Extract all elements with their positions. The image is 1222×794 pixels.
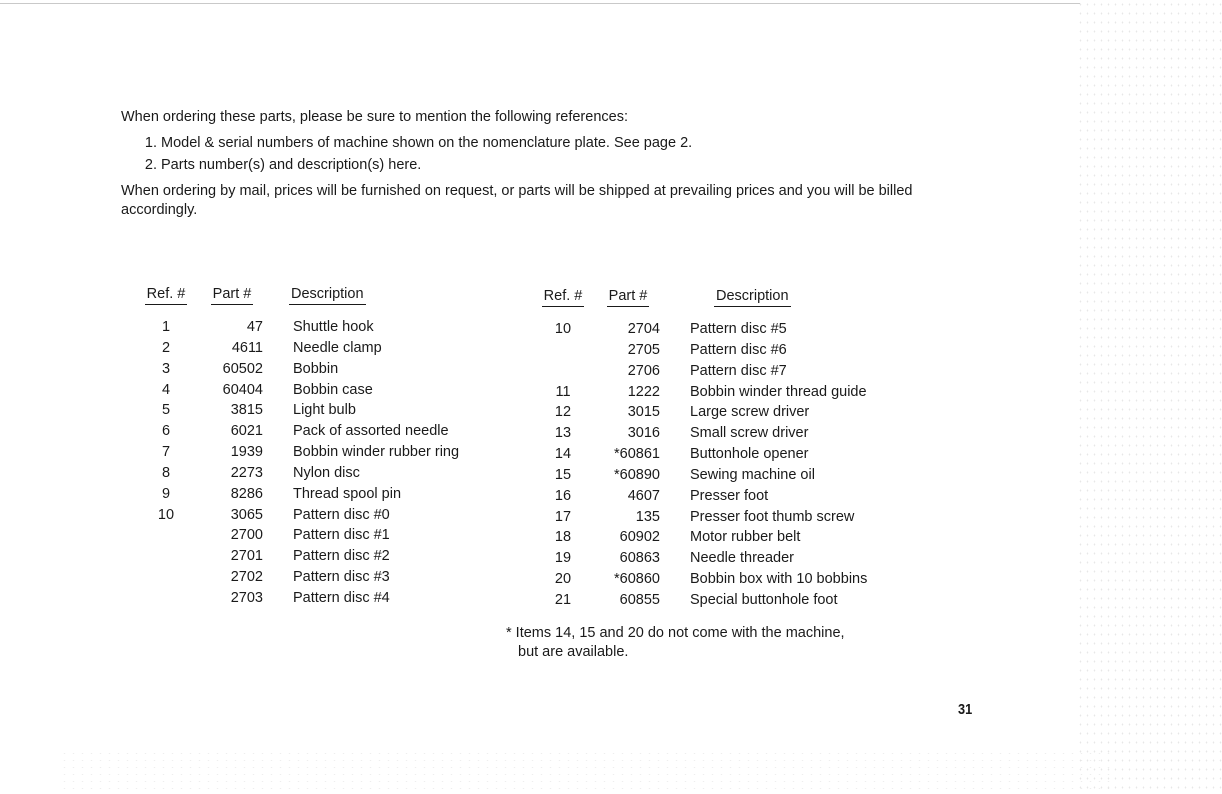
table-row	[530, 340, 910, 361]
ref-cell: 11	[555, 383, 571, 400]
ref-cell	[131, 588, 201, 609]
part-number-cell: 3016	[627, 425, 660, 442]
description-cell: Bobbin box with 10 bobbins	[690, 571, 868, 588]
ref-cell: 14	[554, 446, 572, 463]
table-row	[530, 361, 910, 382]
part-number-cell: *60861	[614, 446, 660, 463]
description-column-header: Description	[263, 285, 493, 305]
ref-cell: 18	[554, 529, 572, 546]
description-cell: Presser foot thumb screw	[690, 508, 855, 525]
table-row	[530, 423, 910, 444]
table-row	[131, 359, 493, 380]
description-cell: Needle clamp	[293, 339, 382, 356]
part-number-cell: 60404	[222, 381, 263, 398]
part-number-cell: 4607	[627, 487, 660, 504]
table-row	[530, 569, 910, 590]
description-cell: Small screw driver	[690, 425, 809, 442]
table-header-row	[131, 285, 493, 305]
part-number-cell: 47	[246, 319, 263, 335]
reference-item: 2. Parts number(s) and description(s) here.	[161, 154, 981, 176]
table-row	[131, 546, 493, 567]
ref-cell: 7	[161, 444, 171, 461]
part-number-cell: 60502	[222, 360, 263, 377]
ordering-instructions	[121, 108, 981, 220]
scan-noise-right	[1077, 0, 1222, 794]
part-number-cell: 8286	[230, 485, 263, 502]
description-cell: Pattern disc #0	[293, 506, 390, 523]
ref-cell: 9	[161, 485, 171, 502]
description-cell: Pattern disc #2	[293, 548, 390, 565]
top-edge-rule	[0, 3, 1080, 4]
part-number-cell: *60890	[614, 466, 660, 483]
ref-cell: 8	[161, 464, 171, 481]
footnote-line: but are available.	[518, 644, 629, 660]
description-cell: Pattern disc #5	[690, 321, 787, 337]
part-number-cell: 2701	[230, 548, 263, 565]
parts-table-left	[131, 285, 493, 609]
description-cell: Motor rubber belt	[690, 529, 801, 546]
part-number-cell: 6021	[230, 423, 263, 440]
table-row	[530, 486, 910, 507]
part-number-cell: 60902	[619, 529, 660, 546]
availability-footnote	[506, 624, 946, 662]
description-cell: Special buttonhole foot	[690, 591, 838, 608]
table-row	[530, 382, 910, 403]
part-number-cell: 4611	[231, 339, 263, 356]
table-row	[530, 402, 910, 423]
table-row	[131, 338, 493, 359]
ref-cell: 16	[554, 487, 572, 504]
table-row	[131, 567, 493, 588]
ref-cell: 10	[157, 506, 175, 523]
reference-list	[121, 132, 981, 176]
intro-line: When ordering these parts, please be sure to mention the following references:	[121, 109, 628, 125]
table-row	[530, 507, 910, 528]
part-number-cell: 3015	[627, 404, 660, 421]
ref-cell: 10	[554, 321, 572, 337]
reference-item: 1. Model & serial numbers of machine shown on the nomenclature plate. See page 2.	[161, 132, 981, 154]
table-row	[131, 484, 493, 505]
description-cell: Presser foot	[690, 487, 769, 504]
part-number-cell: 1939	[230, 444, 263, 461]
part-number-cell: 60855	[619, 591, 660, 608]
part-number-cell: 2704	[627, 321, 660, 337]
description-cell: Large screw driver	[690, 404, 810, 421]
table-row	[131, 463, 493, 484]
ref-cell: 21	[554, 591, 572, 608]
ref-cell: 19	[554, 550, 572, 567]
description-column-header: Description	[660, 287, 910, 307]
part-number-cell: 3065	[230, 506, 263, 523]
ref-cell: 20	[554, 571, 572, 588]
table-row	[131, 525, 493, 546]
ref-column-header: Ref. #	[131, 285, 201, 305]
part-number-cell: *60860	[614, 571, 660, 588]
table-row	[131, 588, 493, 609]
ref-cell	[530, 340, 596, 361]
table-row	[131, 400, 493, 421]
description-cell: Needle threader	[690, 550, 794, 567]
part-number-cell: 3815	[230, 402, 263, 419]
ref-cell: 15	[554, 466, 572, 483]
table-row	[131, 505, 493, 526]
description-cell: Pattern disc #4	[293, 589, 390, 606]
part-number-cell: 135	[635, 508, 660, 525]
ref-cell: 6	[161, 423, 171, 440]
ref-cell	[530, 361, 596, 382]
description-cell: Pattern disc #1	[293, 527, 390, 544]
table-row	[131, 305, 493, 338]
footnote-line: * Items 14, 15 and 20 do not come with the machine,	[506, 625, 845, 641]
ref-cell: 4	[161, 381, 171, 398]
description-cell: Bobbin winder rubber ring	[293, 444, 460, 461]
part-column-header: Part #	[201, 285, 263, 305]
mail-order-note: When ordering by mail, prices will be furnished on request, or parts will be shipped at prevailing prices and you will be billed accordingly.	[121, 183, 913, 218]
description-cell: Buttonhole opener	[690, 446, 809, 463]
parts-table-right	[530, 287, 910, 611]
scan-noise-bottom	[60, 750, 1110, 790]
table-row	[530, 444, 910, 465]
ref-cell: 3	[161, 360, 171, 377]
ref-cell: 13	[554, 425, 572, 442]
description-cell: Thread spool pin	[293, 485, 402, 502]
description-cell: Nylon disc	[293, 464, 360, 481]
ref-column-header: Ref. #	[530, 287, 596, 307]
ref-cell	[131, 567, 201, 588]
ref-cell: 1	[161, 319, 171, 335]
ref-cell: 5	[161, 402, 171, 419]
description-cell: Bobbin	[293, 360, 339, 377]
description-cell: Bobbin winder thread guide	[690, 383, 867, 400]
description-cell: Pattern disc #6	[690, 341, 787, 358]
description-cell: Shuttle hook	[293, 319, 374, 335]
part-number-cell: 2700	[230, 527, 263, 544]
part-number-cell: 2706	[627, 362, 660, 379]
description-cell: Bobbin case	[293, 381, 373, 398]
table-row	[131, 380, 493, 401]
part-number-cell: 2702	[230, 569, 263, 586]
ref-cell: 17	[554, 508, 572, 525]
description-cell: Pack of assorted needle	[293, 423, 449, 440]
part-number-cell: 2273	[230, 464, 263, 481]
table-row	[530, 307, 910, 340]
table-row	[530, 548, 910, 569]
page-number: 31	[958, 701, 973, 718]
table-header-row	[530, 287, 910, 307]
table-row	[131, 442, 493, 463]
part-number-cell: 1222	[627, 383, 660, 400]
table-row	[530, 465, 910, 486]
part-number-cell: 60863	[619, 550, 660, 567]
table-row	[530, 590, 910, 611]
table-row	[131, 421, 493, 442]
description-cell: Light bulb	[293, 402, 356, 419]
ref-cell	[131, 525, 201, 546]
table-row	[530, 527, 910, 548]
part-number-cell: 2705	[627, 341, 660, 358]
description-cell: Pattern disc #3	[293, 569, 390, 586]
description-cell: Sewing machine oil	[690, 466, 815, 483]
ref-cell: 2	[161, 339, 171, 356]
description-cell: Pattern disc #7	[690, 362, 787, 379]
ref-cell: 12	[554, 404, 572, 421]
part-number-cell: 2703	[230, 589, 263, 606]
ref-cell	[131, 546, 201, 567]
part-column-header: Part #	[596, 287, 660, 307]
